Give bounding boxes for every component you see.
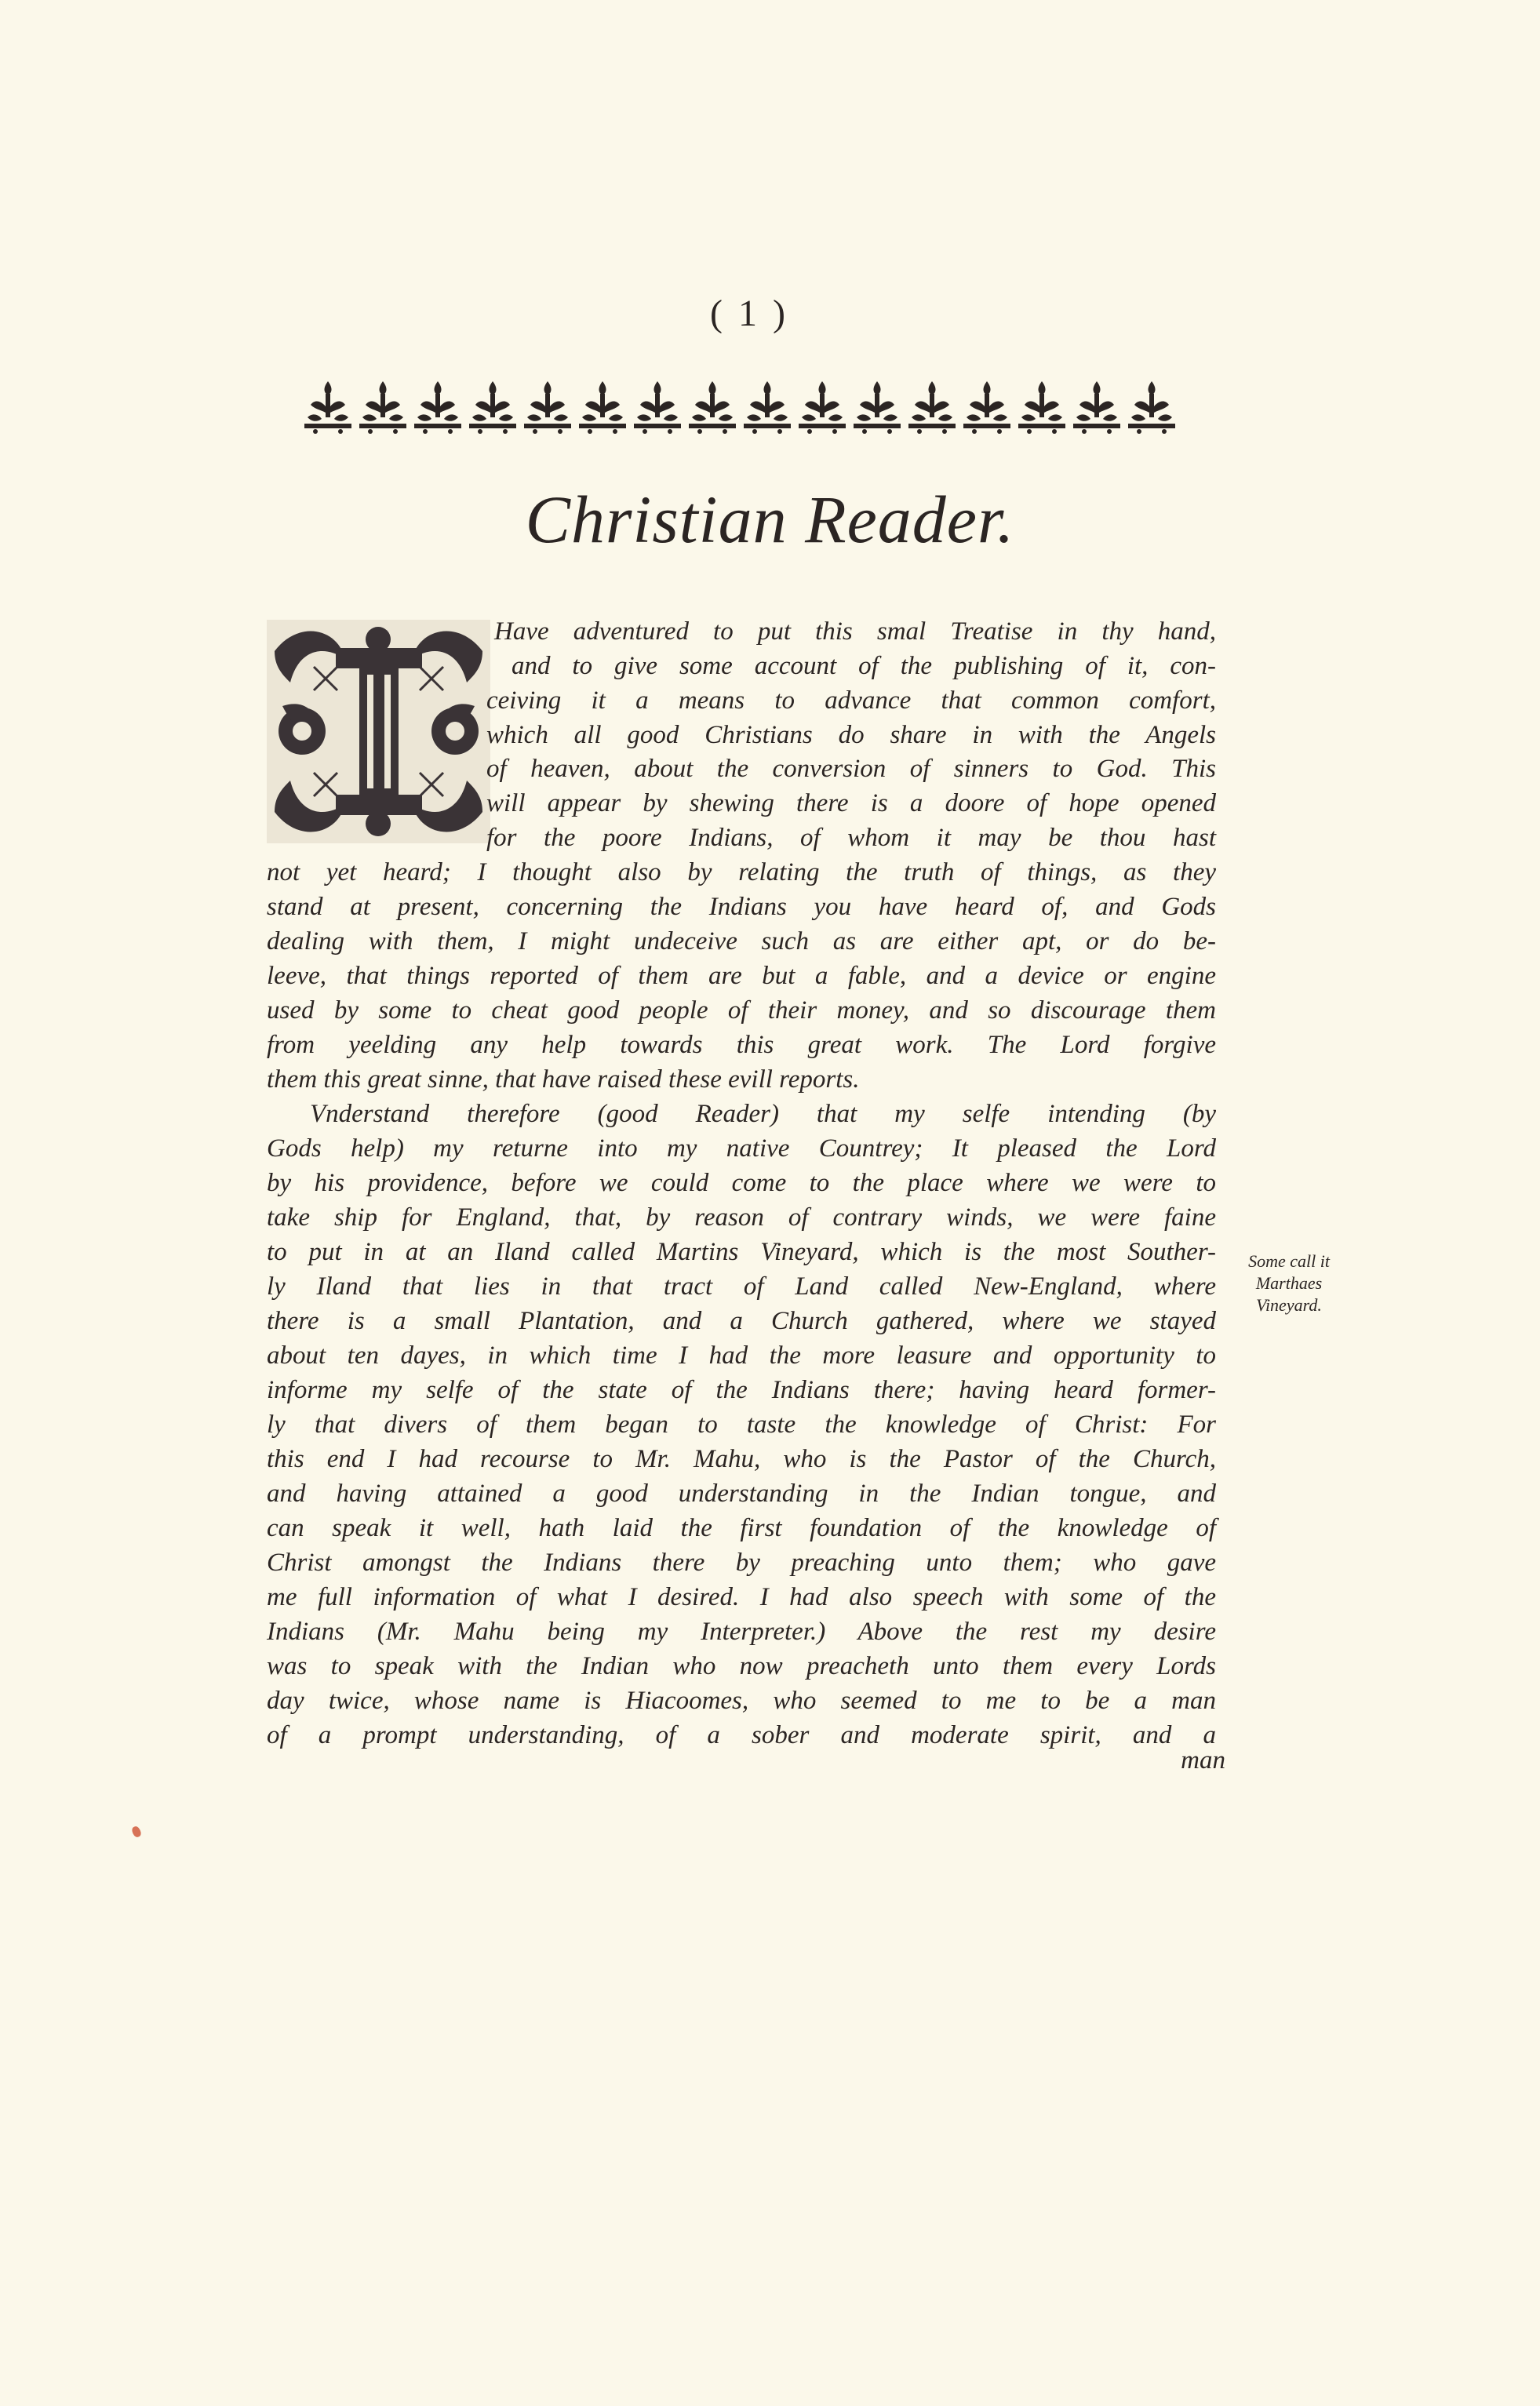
text-line: day twice, whose name is Hiacoomes, who seemed to me to be a man (267, 1687, 1216, 1715)
text-line: about ten dayes, in which time I had the more leasure and opportunity to (267, 1341, 1216, 1370)
text-line: of a prompt understanding, of a sober and moderate spirit, and a (267, 1721, 1216, 1749)
text-line: them this great sinne, that have raised these evill reports. (267, 1065, 860, 1094)
text-line: ly that divers of them began to taste the knowledge of Christ: For (267, 1410, 1216, 1439)
text-line: ceiving it a means to advance that common comfort, (486, 686, 1216, 715)
ornament-band (304, 375, 1175, 435)
dropcap-ornament (267, 620, 490, 843)
page-title: Christian Reader. (525, 482, 1015, 557)
text-line: Have adventured to put this smal Treatise in thy hand, (494, 617, 1216, 646)
text-line: dealing with them, I might undeceive such as are either apt, or do be- (267, 927, 1216, 955)
text-line: to put in at an Iland called Martins Vineyard, which is the most Souther- (267, 1238, 1216, 1266)
text-line: of heaven, about the conversion of sinners to God. This (486, 755, 1216, 783)
text-line: there is a small Plantation, and a Church gathered, where we stayed (267, 1307, 1216, 1335)
text-line: informe my selfe of the state of the Indians there; having heard former- (267, 1376, 1216, 1404)
text-line: will appear by shewing there is a doore of hope opened (486, 789, 1216, 817)
margin-note-line: Vineyard. (1256, 1295, 1322, 1315)
text-line: Vnderstand therefore (good Reader) that my selfe intending (by (310, 1100, 1216, 1128)
text-line: Gods help) my returne into my native Countrey; It pleased the Lord (267, 1134, 1216, 1163)
text-line: from yeelding any help towards this great work. The Lord forgive (267, 1031, 1216, 1059)
text-line: and having attained a good understanding in the Indian tongue, and (267, 1480, 1216, 1508)
text-line: which all good Christians do share in with the Angels (486, 721, 1216, 749)
text-line: used by some to cheat good people of their money, and so discourage them (267, 996, 1216, 1025)
text-line: for the poore Indians, of whom it may be thou hast (486, 824, 1216, 852)
margin-note-line: Marthaes (1255, 1273, 1323, 1293)
text-line: this end I had recourse to Mr. Mahu, who is the Pastor of the Church, (267, 1445, 1216, 1473)
text-line: take ship for England, that, by reason of contrary winds, we were faine (267, 1203, 1216, 1232)
text-line: by his providence, before we could come to the place where we were to (267, 1169, 1216, 1197)
text-line: leeve, that things reported of them are but a fable, and a device or engine (267, 962, 1216, 990)
text-line: me full information of what I desired. I had also speech with some of the (267, 1583, 1216, 1611)
text-line: was to speak with the Indian who now preacheth unto them every Lords (267, 1652, 1216, 1680)
text-line: Indians (Mr. Mahu being my Interpreter.) Above the rest my desire (267, 1618, 1216, 1646)
paper-speck (131, 1825, 143, 1839)
text-line: and to give some account of the publishing of it, con- (512, 652, 1216, 680)
page-number: ( 1 ) (710, 293, 788, 334)
margin-note-line: Some call it (1248, 1251, 1330, 1271)
text-line: can speak it well, hath laid the first foundation of the knowledge of (267, 1514, 1216, 1542)
catchword: man (1181, 1746, 1225, 1774)
text-line: Christ amongst the Indians there by preaching unto them; who gave (267, 1549, 1216, 1577)
margin-note (1230, 1250, 1348, 1316)
text-line: stand at present, concerning the Indians you have heard of, and Gods (267, 893, 1216, 921)
text-line: not yet heard; I thought also by relating the truth of things, as they (267, 858, 1216, 886)
text-line: ly Iland that lies in that tract of Land called New-England, where (267, 1272, 1216, 1301)
